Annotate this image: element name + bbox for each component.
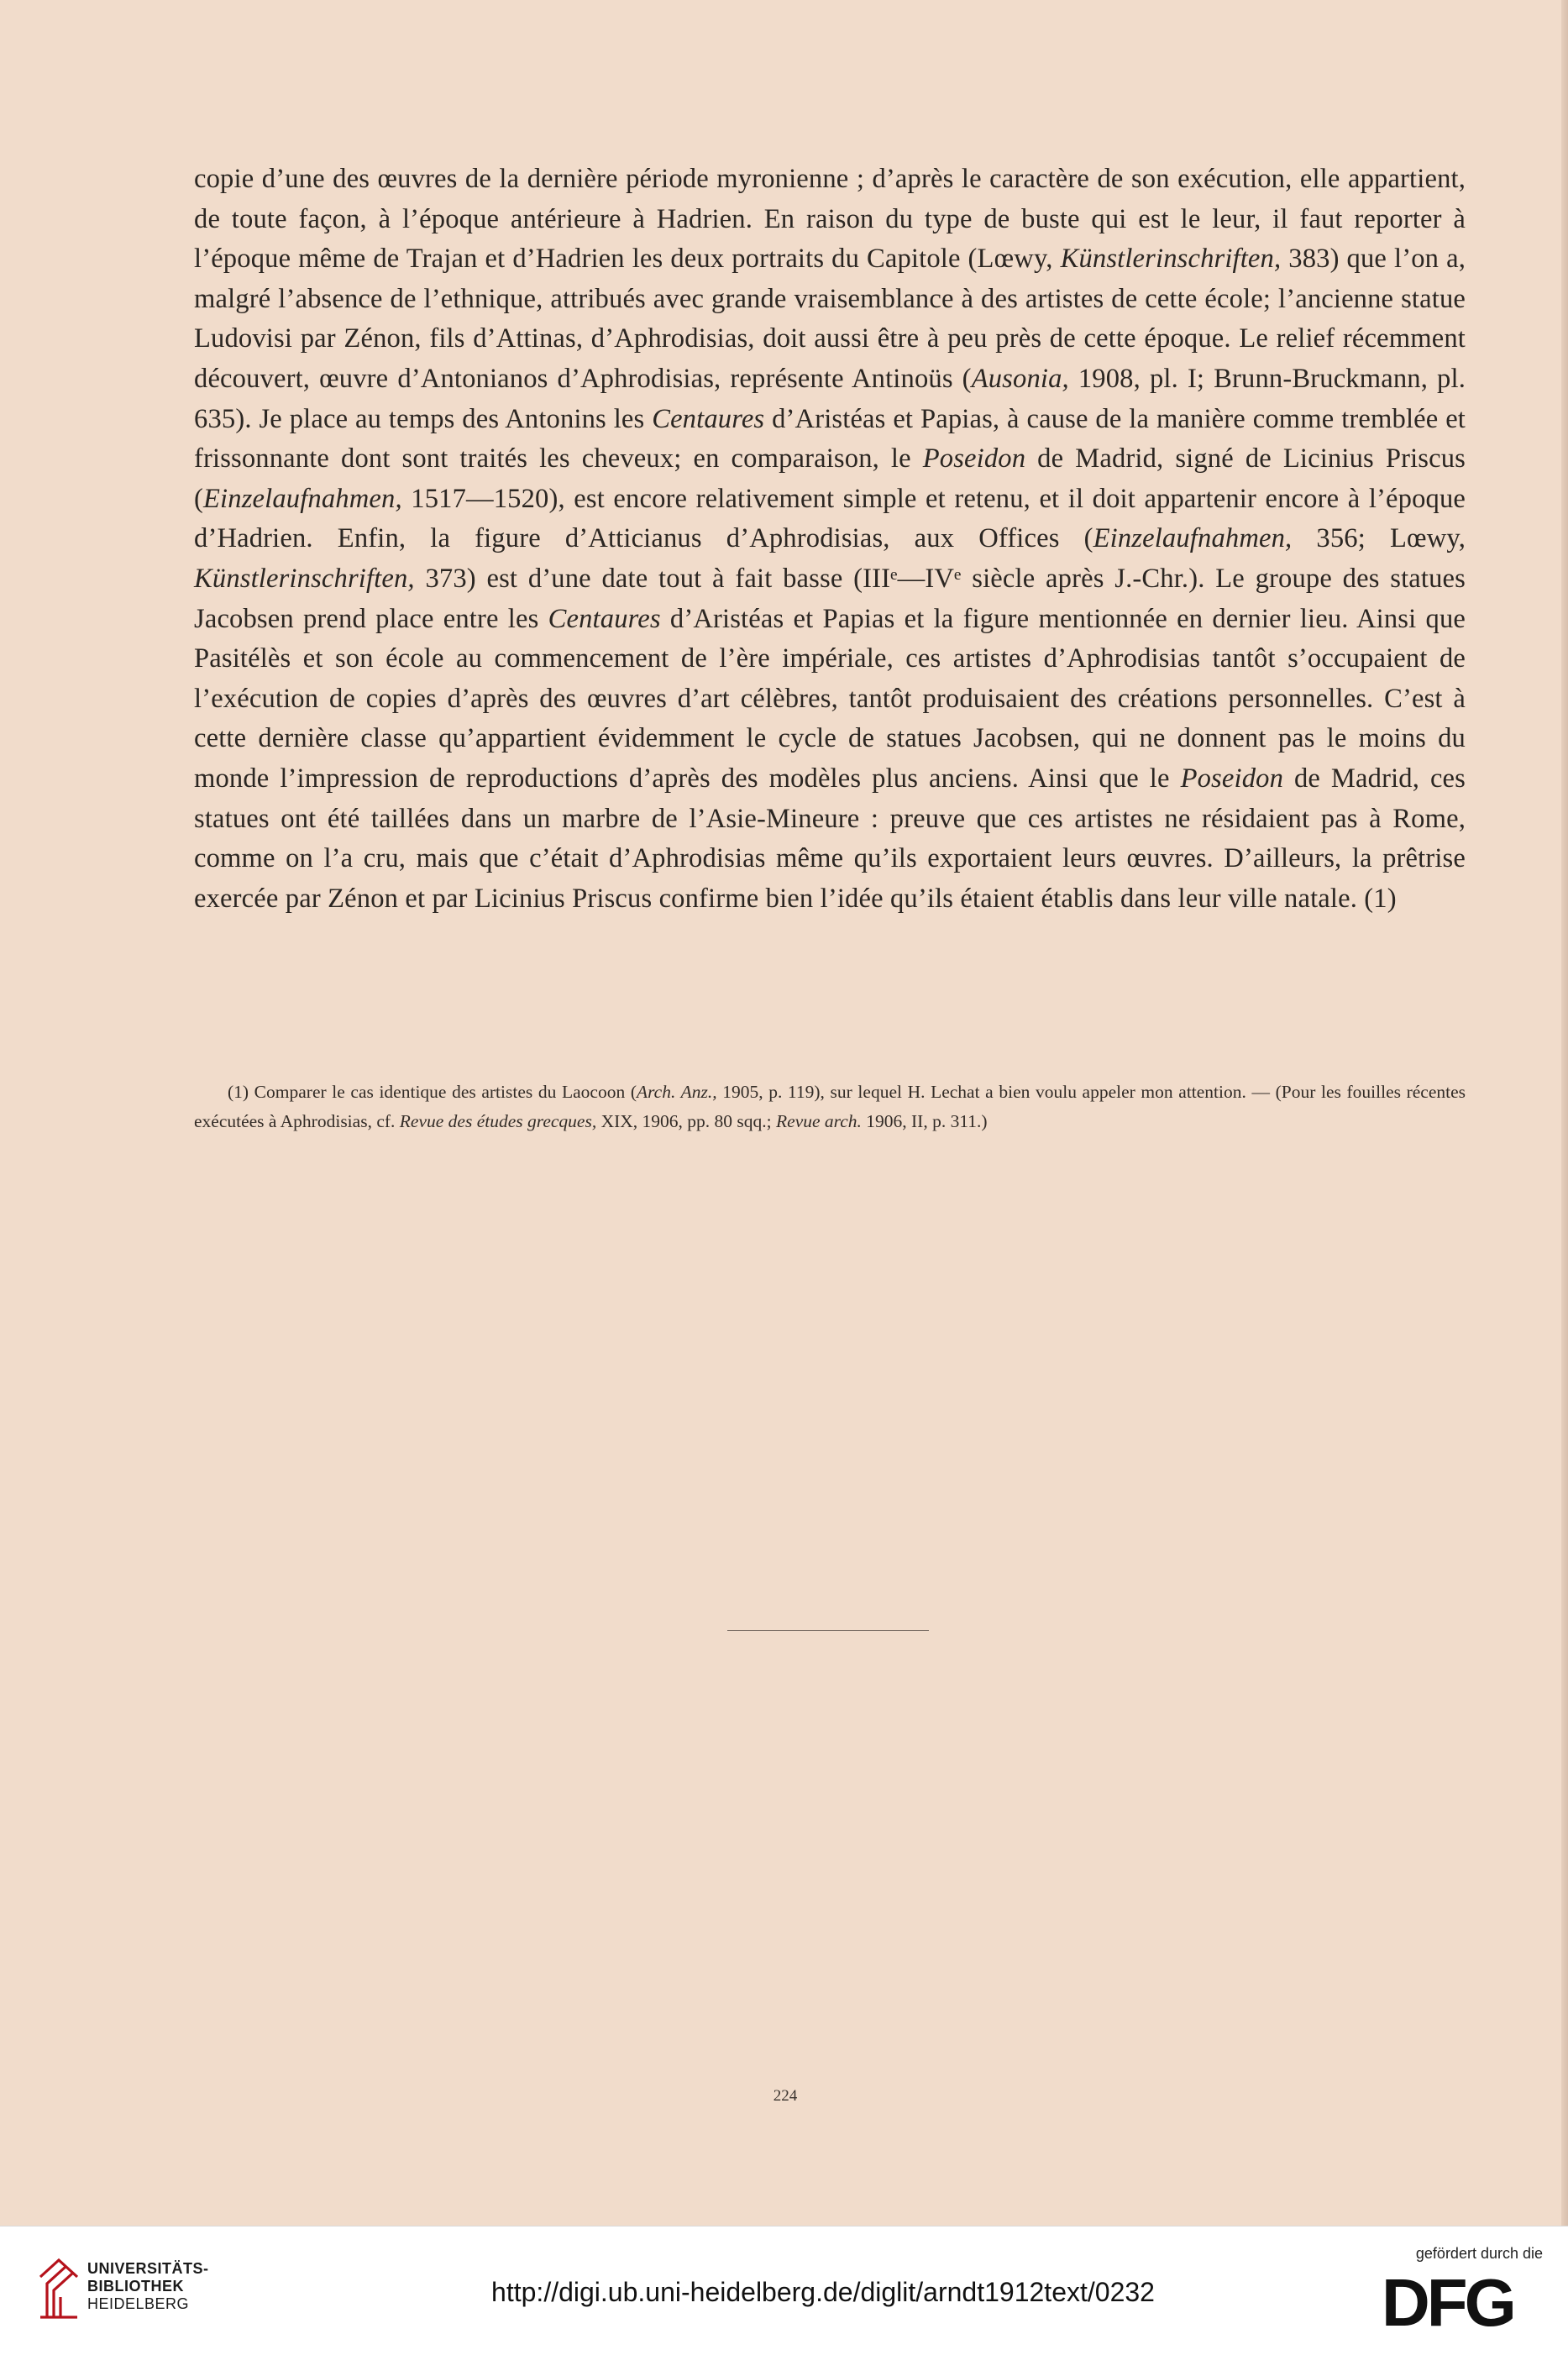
page-edge	[1561, 0, 1568, 2226]
section-divider	[727, 1630, 929, 1631]
italic-title: Ausonia,	[971, 363, 1069, 394]
footnote-text: 1905, p. 119), sur lequel H. Lechat a bien voulu appeler mon attention. — (Pour les fouilles récentes exécutées à Aphrodisias, cf.	[194, 1082, 1466, 1131]
italic-title: Poseidon	[1180, 763, 1284, 794]
text-run: copie d’une des œuvres de la dernière période myronienne ; d’après le caractère de son exécution, elle appartient, de toute façon, à l’époque antérieure à Hadrien. En raison du type de buste qui est le leur, il faut reporter à l’époque même de Trajan et d’Hadrien les deux portraits du Capitole (Lœwy,	[194, 164, 1466, 275]
main-paragraph	[194, 160, 1466, 919]
italic-title: Poseidon	[922, 443, 1026, 475]
footnote	[194, 1078, 1466, 1136]
italic-title: Künstlerinschriften,	[1060, 244, 1282, 275]
text-run: 356; Lœwy,	[1292, 523, 1466, 554]
dfg-logo-text: DFG	[1382, 2272, 1513, 2332]
text-run: de Madrid, signé de Licinius Priscus (	[194, 443, 1466, 514]
permalink-url[interactable]: http://digi.ub.uni-heidelberg.de/diglit/arndt1912text/0232	[491, 2277, 1155, 2307]
library-name[interactable]	[87, 2260, 209, 2313]
text-run: 1908, pl. I; Brunn-Bruckmann, pl. 635). Je place au temps des Antonins les	[194, 363, 1466, 434]
footnote-text: 1906, II, p. 311.)	[861, 1111, 988, 1131]
footnote-italic: Revue arch.	[776, 1111, 862, 1131]
text-run: de Madrid, ces statues ont été taillées dans un marbre de l’Asie-Mineure : preuve que ces artistes ne résidaient pas à Rome, comme on l’a cru, mais que c’était d’Aphrodisias même qu’ils exportaient leurs œuvres. D’ailleurs, la prêtrise exercée par Zénon et par Licinius Priscus confirme bien l’idée qu’ils étaient établis dans leur ville natale. (1)	[194, 763, 1466, 914]
library-name-line: HEIDELBERG	[87, 2295, 190, 2312]
italic-title: Künstlerinschriften,	[194, 563, 415, 594]
viewer-footer	[0, 2226, 1568, 2355]
library-name-line: BIBLIOTHEK	[87, 2278, 184, 2295]
university-library-logo-icon[interactable]	[37, 2257, 81, 2321]
italic-title: Centaures	[652, 403, 765, 434]
text-run: d’Aristéas et Papias, à cause de la manière comme tremblée et frissonnante dont sont traités les cheveux; en comparaison, le	[194, 403, 1466, 475]
text-run: 383) que l’on a, malgré l’absence de l’ethnique, attribués avec grande vraisemblance à des artistes de cette école; l’ancienne statue Ludovisi par Zénon, fils d’Attinas, d’Aphrodisias, doit aussi être à peu près de cette époque. Le relief récemment découvert, œuvre d’Antonianos d’Aphrodisias, représente Antinoüs (	[194, 244, 1466, 394]
text-run: 373) est d’une date tout à fait basse (IIIᵉ—IVᵉ siècle après J.-Chr.). Le groupe des statues Jacobsen prend place entre les	[194, 563, 1466, 634]
library-name-line: UNIVERSITÄTS-	[87, 2260, 209, 2277]
text-run: d’Aristéas et Papias et la figure mentionnée en dernier lieu. Ainsi que Pasitélès et son école au commencement de l’ère impériale, ces artistes d’Aphrodisias tantôt s’occupaient de l’exécution de copies d’après des œuvres d’art célèbres, tantôt produisaient des créations personnelles. C’est à cette dernière classe qu’appartient évidemment le cycle de statues Jacobsen, qui ne donnent pas le moins du monde l’impression de reproductions d’après des modèles plus anciens. Ainsi que le	[194, 603, 1466, 794]
footnote-italic: Revue des études grecques,	[399, 1111, 597, 1131]
page-number: 224	[773, 2087, 798, 2105]
funding-caption: gefördert durch die	[1415, 2245, 1543, 2262]
italic-title: Einzelaufnahmen,	[1093, 523, 1293, 554]
footnote-text: XIX, 1906, pp. 80 sqq.;	[596, 1111, 777, 1131]
footnote-italic: Arch. Anz.,	[636, 1082, 717, 1102]
dfg-logo-icon[interactable]	[1382, 2272, 1541, 2332]
italic-title: Einzelaufnahmen,	[203, 483, 402, 514]
footnote-text: (1) Comparer le cas identique des artistes du Laocoon (	[228, 1082, 637, 1102]
italic-title: Centaures	[548, 603, 661, 634]
text-run: 1517—1520), est encore relativement simple et retenu, et il doit appartenir encore à l’époque d’Hadrien. Enfin, la figure d’Atticianus d’Aphrodisias, aux Offices (	[194, 483, 1466, 554]
